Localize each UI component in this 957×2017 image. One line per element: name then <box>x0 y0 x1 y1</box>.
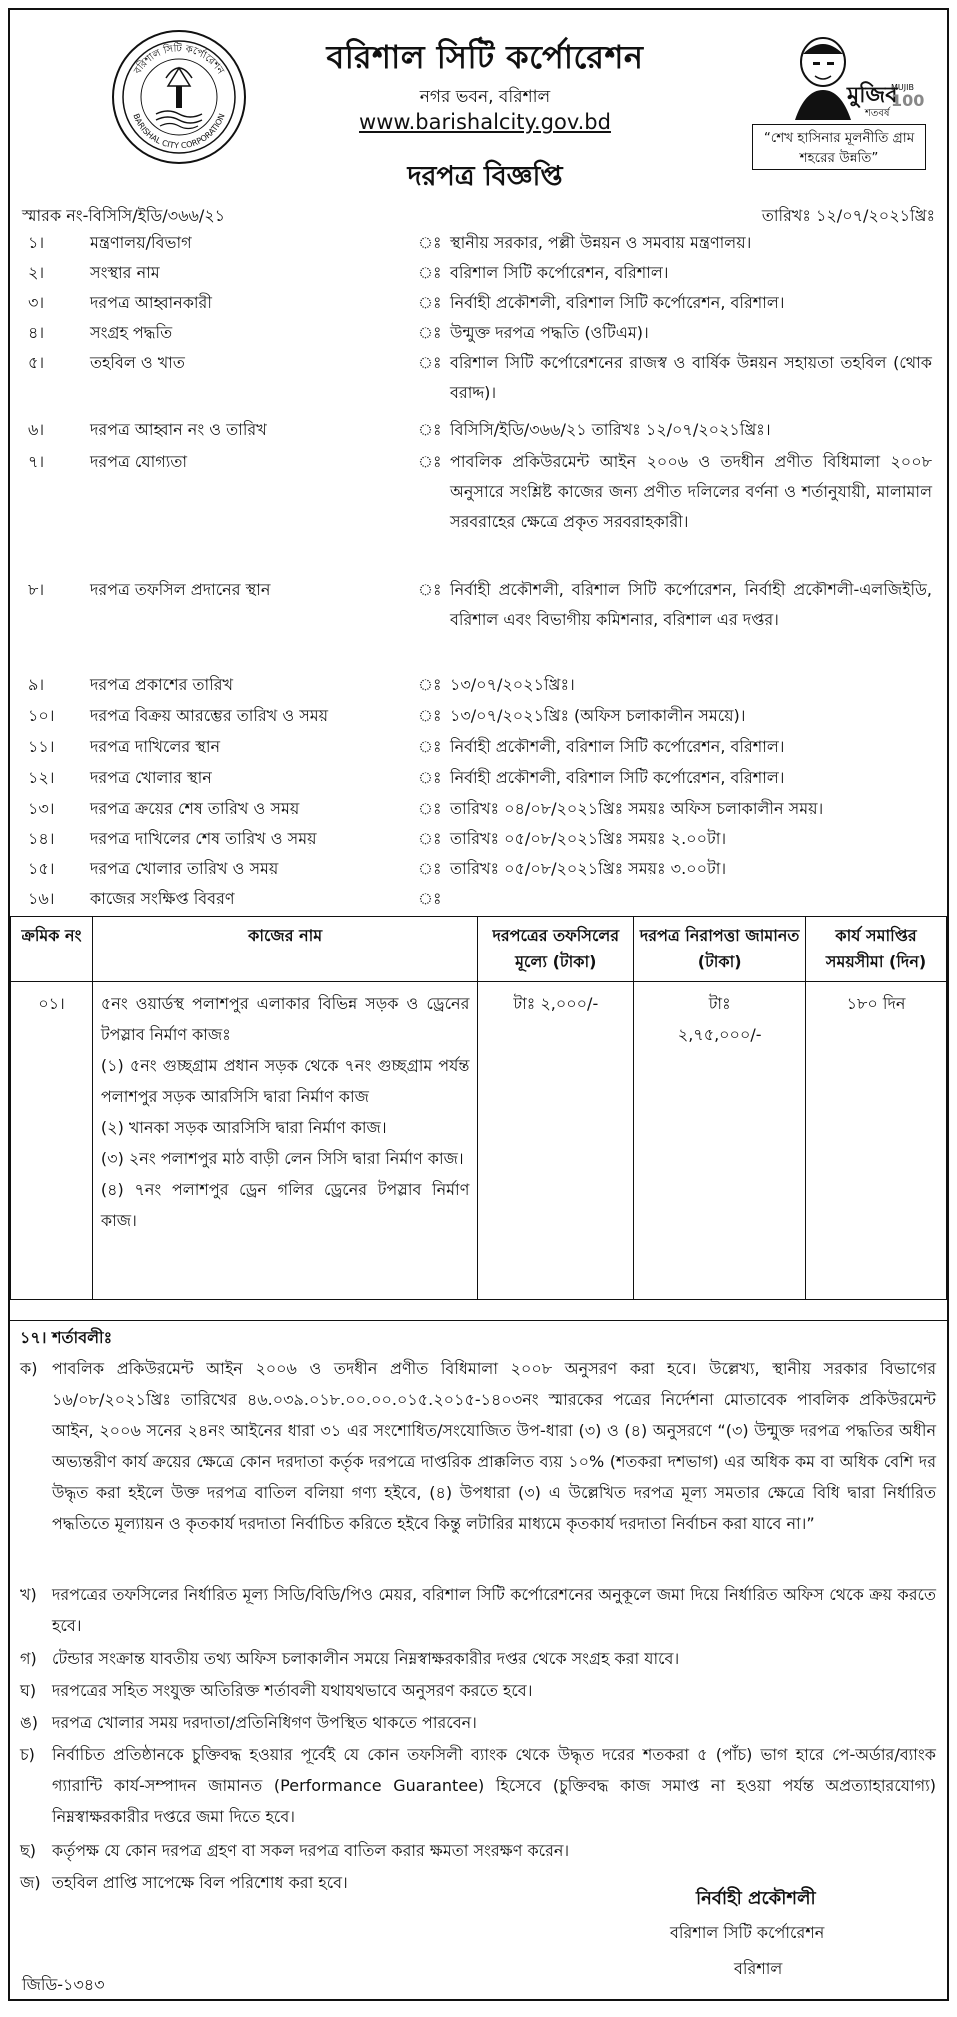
work-item: (১) ৫নং গুচ্ছগ্রাম প্রধান সড়ক থেকে ৭নং গুচ্ছগ্রাম পর্যন্ত পলাশপুর সড়ক আরসিসি দ্বারা নির্মাণ কাজ <box>100 1056 470 1106</box>
term-item: ছ) কর্তৃপক্ষ যে কোন দরপত্র গ্রহণ বা সকল দরপত্র বাতিল করার ক্ষমতা সংরক্ষণ করেন। <box>20 1841 570 1860</box>
memo-number: স্মারক নং-বিসিসি/ইডি/৩৬৬/২১ <box>22 206 226 225</box>
term-item: ঘ) দরপত্রের সহিত সংযুক্ত অতিরিক্ত শর্তাবলী যথাযথভাবে অনুসরণ করতে হবে। <box>20 1681 533 1700</box>
column-header: দরপত্র নিরাপত্তা জামানত (টাকা) <box>634 917 806 982</box>
organization-name: বরিশাল সিটি কর্পোরেশন <box>326 38 644 76</box>
terms-section <box>10 1320 947 1892</box>
work-item: (৩) ২নং পলাশপুর মাঠ বাড়ী লেন সিসি দ্বারা নির্মাণ কাজ। <box>100 1149 464 1168</box>
work-table <box>10 916 947 1300</box>
security-cell <box>634 982 806 1300</box>
duration-cell: ১৮০ দিন <box>806 982 947 1300</box>
mujib-en: MUJIB <box>891 83 914 92</box>
term-item: চ) নির্বাচিত প্রতিষ্ঠানকে চুক্তিবদ্ধ হওয়ার পূর্বেই যে কোন তফসিলী ব্যাংক থেকে উদ্ধৃত দরের শতকরা ৫ (পাঁচ) ভাগ হারে পে-অর্ডার/ব্যাংক গ্যারান্টি কার্য-সম্পাদন জামানত (Performance Guarantee) হিসেবে (চুক্তিবদ্ধ কাজ সমাপ্ত না হওয়া পর্যন্ত অপ্রত্যাহারযোগ্য) নিম্নস্বাক্ষরকারীর দপ্তরে জমা দিতে হবে। <box>20 1745 936 1826</box>
slogan-box: “শেখ হাসিনার মূলনীতি গ্রাম শহরের উন্নতি” <box>752 124 926 170</box>
organization-address: নগর ভবন, বরিশাল <box>419 87 551 107</box>
tender-notice-page: BARISHAL CITY CORPORATION বরিশাল সিটি কর্পোরেশন বরিশাল সিটি কর্পোরেশন নগর ভবন, বরিশাল www.barishalcity.gov.bd দরপত্র বিজ্ঞপ্তি মুজিব শতবর্ষ MUJIB 100 “শেখ হাসিনার মূলনীতি গ্রাম শহরের উন্নতি” স্মারক নং-বিসিসি/ইডি/৩৬৬/২১ তারিখঃ ১২/০৭/২০২১খ্রিঃ ১। মন্ত্রণালয়/বিভাগ ঃ স্থানীয় সরকার, পল্লী উন্নয়ন ও সমবায় মন্ত্রণালয়। ২। সংস্থার নাম ঃ বরিশাল সিটি কর্পোরেশন, বরিশাল। ৩। দরপত্র আহ্বানকারী ঃ নির্বাহী প্রকৌশলী, বরিশাল সিটি কর্পোরেশন, বরিশাল। ৪। সংগ্রহ পদ্ধতি ঃ উন্মুক্ত দরপত্র পদ্ধতি (ওটিএম)। ৫। তহবিল ও খাত ঃ বরিশাল সিটি কর্পোরেশনের রাজস্ব ও বার্ষিক উন্নয়ন সহায়তা তহবিল (থোক বরাদ্দ)। ৬। দরপত্র আহ্বান নং ও তারিখ ঃ বিসিসি/ইডি/৩৬৬/২১ তারিখঃ ১২/০৭/২০২১খ্রিঃ। ৭। দরপত্র যোগ্যতা ঃ পাবলিক প্রকিউরমেন্ট আইন ২০০৬ ও তদধীন প্রণীত বিধিমালা ২০০৮ অনুসারে সংশ্লিষ্ট কাজের জন্য প্রণীত দলিলের বর্ণনা ও শর্তানুযায়ী, মালামাল সরবরাহের ক্ষেত্রে প্রকৃত সরবরাহকারী। ৮। দরপত্র তফসিল প্রদানের স্থান ঃ নির্বাহী প্রকৌশলী, বরিশাল সিটি কর্পোরেশন, নির্বাহী প্রকৌশলী-এলজিইডি, বরিশাল এবং বিভাগীয় কমিশনার, বরিশাল এর দপ্তর। ৯। দরপত্র প্রকাশের তারিখ ঃ ১৩/০৭/২০২১খ্রিঃ। ১০। দরপত্র বিক্রয় আরম্ভের তারিখ ও সময় ঃ ১৩/০৭/২০২১খ্রিঃ (অফিস চলাকালীন সময়ে)। ১১। দরপত্র দাখিলের স্থান ঃ নির্বাহী প্রকৌশলী, বরিশাল সিটি কর্পোরেশন, বরিশাল। ১২। দরপত্র খোলার স্থান ঃ নির্বাহী প্রকৌশলী, বরিশাল সিটি কর্পোরেশন, বরিশাল। ১৩। দরপত্র ক্রয়ের শেষ তারিখ ও সময় ঃ তারিখঃ ০৪/০৮/২০২১খ্রিঃ সময়ঃ অফিস চলাকালীন সময়। ১৪। দরপত্র দাখিলের শেষ তারিখ ও সময় ঃ তারিখঃ ০৫/০৮/২০২১খ্রিঃ সময়ঃ ২.০০টা। ১৫। দরপত্র খোলার তারিখ ও সময় ঃ তারিখঃ ০৫/০৮/২০২১খ্রিঃ সময়ঃ ৩.০০টা। ১৬। কাজের সংক্ষিপ্ত বিবরণ ঃ ক্রমিক নং কাজের নাম দরপত্রের তফসিলের মূল্যে (টাকা) দরপত্র নিরাপত্তা জামানত (টাকা) কার্য সমাপ্তির সময়সীমা (দিন) ০১। ৫নং ওয়ার্ডস্থ পলাশপুর এলাকার বিভিন্ন সড়ক ও ড্রেনের টপস্লাব নির্মাণ কাজঃ (১) ৫নং গুচ্ছগ্রাম প্রধান সড়ক থেকে ৭নং গুচ্ছগ্রাম পর্যন্ত পলাশপুর সড়ক আরসিসি দ্বারা নির্মাণ কাজ (২) খানকা সড়ক আরসিসি দ্বারা নির্মাণ কাজ। (৩) ২নং পলাশপুর মাঠ বাড়ী লেন সিসি দ্বারা নির্মাণ কাজ। (৪) ৭নং পলাশপুর ড্রেন গলির ড্রেনের টপস্লাব নির্মাণ কাজ। টাঃ ২,০০০/- টাঃ ২,৭৫,০০০/- ১৮০ দিন ১৭। শর্তাবলীঃ ক) পাবলিক প্রকিউরমেন্ট আইন ২০০৬ ও তদধীন প্রণীত বিধিমালা ২০০৮ অনুসরণ করা হবে। উল্লেখ্য, স্থানীয় সরকার বিভাগের ১৬/০৮/২০২১খ্রিঃ তারিখের ৪৬.০৩৯.০১৮.০০.০০.০১৫.২০১৫-১৪০৩নং স্মারকের পত্রের নির্দেশনা মোতাবেক পাবলিক প্রকিউরমেন্ট আইন, ২০০৬ সনের ২৪নং আইনের ধারা ৩১ এর সংশোধিত/সংযোজিত উপ-ধারা (৩) ও (৪) অনুসরণে “(৩) উন্মুক্ত দরপত্র পদ্ধতির অধীন অভ্যন্তরীণ কার্য ক্রয়ের ক্ষেত্রে কোন দরদাতা কর্তৃক দরপত্রে দাপ্তরিক প্রাক্কলিত ব্যয় ১০% (শতকরা দশভাগ) এর অধিক কম বা অধিক বেশি দর উদ্ধৃত করা হইলে উক্ত দরপত্র বাতিল বলিয়া গণ্য হইবে, (৪) উপধারা (৩) এ উল্লেখিত দরপত্র মূল্য সমতার ক্ষেত্রে বিধি দ্বারা নির্ধারিত পদ্ধতিতে মূল্যায়ন ও কৃতকার্য দরদাতা নির্বাচিত করিতে হইবে কিন্তু লটারির মাধ্যমে কৃতকার্য দরদাতা নির্বাচন করা যাবে না।” খ) দরপত্রের তফসিলের নির্ধারিত মূল্য সিডি/বিডি/পিও মেয়র, বরিশাল সিটি কর্পোরেশনের অনুকূলে জমা দিয়ে নির্ধারিত অফিস থেকে ক্রয় করতে হবে। গ) টেন্ডার সংক্রান্ত যাবতীয় তথ্য অফিস চলাকালীন সময়ে নিম্নস্বাক্ষরকারীর দপ্তর থেকে সংগ্রহ করা যাবে। ঘ) দরপত্রের সহিত সংযুক্ত অতিরিক্ত শর্তাবলী যথাযথভাবে অনুসরণ করতে হবে। ঙ) দরপত্র খোলার সময় দরদাতা/প্রতিনিধিগণ উপস্থিত থাকতে পারবেন। চ) নির্বাচিত প্রতিষ্ঠানকে চুক্তিবদ্ধ হওয়ার পূর্বেই যে কোন তফসিলী ব্যাংক থেকে উদ্ধৃত দরের শতকরা ৫ (পাঁচ) ভাগ হারে পে-অর্ডার/ব্যাংক গ্যারান্টি কার্য-সম্পাদন জামানত (Performance Guarantee) হিসেবে (চুক্তিবদ্ধ কাজ সমাপ্ত না হওয়া পর্যন্ত অপ্রত্যাহারযোগ্য) নিম্নস্বাক্ষরকারীর দপ্তরে জমা দিতে হবে। ছ) কর্তৃপক্ষ যে কোন দরপত্র গ্রহণ বা সকল দরপত্র বাতিল করার ক্ষমতা সংরক্ষণ করেন। জ) তহবিল প্রাপ্তি সাপেক্ষে বিল পরিশোধ করা হবে। নির্বাহী প্রকৌশলী বরিশাল সিটি কর্পোরেশন বরিশাল জিডি-১৩৪৩ <box>8 8 949 2001</box>
column-header: দরপত্রের তফসিলের মূল্যে (টাকা) <box>478 917 634 982</box>
column-header: ক্রমিক নং <box>11 917 93 982</box>
work-item: (২) খানকা সড়ক আরসিসি দ্বারা নির্মাণ কাজ। <box>100 1118 387 1137</box>
term-item: খ) দরপত্রের তফসিলের নির্ধারিত মূল্য সিডি/বিডি/পিও মেয়র, বরিশাল সিটি কর্পোরেশনের অনুকূলে জমা দিয়ে নির্ধারিত অফিস থেকে ক্রয় করতে হবে। <box>20 1585 936 1635</box>
terms-heading: ১৭। শর্তাবলীঃ <box>20 1328 113 1347</box>
svg-text:BARISHAL CITY CORPORATION <box>131 112 226 150</box>
notice-date: তারিখঃ ১২/০৭/২০২১খ্রিঃ <box>761 206 935 225</box>
security-prefix: টাঃ <box>708 994 731 1013</box>
mujib-text: মুজিব <box>847 83 898 108</box>
column-header: কার্য সমাপ্তির সময়সীমা (দিন) <box>806 917 947 982</box>
logo-caption: BARISHAL CITY CORPORATION <box>131 112 227 151</box>
term-item: ঙ) দরপত্র খোলার সময় দরদাতা/প্রতিনিধিগণ উপস্থিত থাকতে পারবেন। <box>20 1713 477 1732</box>
logo-text-bn: বরিশাল সিটি কর্পোরেশন <box>132 43 226 77</box>
work-item: (৪) ৭নং পলাশপুর ড্রেন গলির ড্রেনের টপস্লাব নির্মাণ কাজ। <box>100 1180 470 1230</box>
city-corporation-logo <box>110 28 248 166</box>
column-header: কাজের নাম <box>92 917 477 982</box>
table-row <box>11 982 947 1300</box>
signatory-title: নির্বাহী প্রকৌশলী <box>696 1888 816 1909</box>
term-item: জ) তহবিল প্রাপ্তি সাপেক্ষে বিল পরিশোধ করা হবে। <box>20 1873 348 1892</box>
serial-cell: ০১। <box>11 982 93 1300</box>
signatory-city: বরিশাল <box>734 1959 783 1978</box>
term-item: গ) টেন্ডার সংক্রান্ত যাবতীয় তথ্য অফিস চলাকালীন সময়ে নিম্নস্বাক্ষরকারীর দপ্তর থেকে সংগ্রহ করা যাবে। <box>20 1649 680 1668</box>
table-header-row <box>11 917 947 982</box>
notice-title: দরপত্র বিজ্ঞপ্তি <box>407 161 563 192</box>
mujib-centenary-logo <box>775 32 925 120</box>
organization-website: www.barishalcity.gov.bd <box>359 110 611 134</box>
work-name-cell <box>92 982 477 1300</box>
mujib-100: 100 <box>891 91 925 110</box>
mujib-sub: শতবর্ষ <box>865 108 890 119</box>
term-item: ক) পাবলিক প্রকিউরমেন্ট আইন ২০০৬ ও তদধীন প্রণীত বিধিমালা ২০০৮ অনুসরণ করা হবে। উল্লেখ্য, স্থানীয় সরকার বিভাগের ১৬/০৮/২০২১খ্রিঃ তারিখের ৪৬.০৩৯.০১৮.০০.০০.০১৫.২০১৫-১৪০৩নং স্মারকের পত্রের নির্দেশনা মোতাবেক পাবলিক প্রকিউরমেন্ট আইন, ২০০৬ সনের ২৪নং আইনের ধারা ৩১ এর সংশোধিত/সংযোজিত উপ-ধারা (৩) ও (৪) অনুসরণে “(৩) উন্মুক্ত দরপত্র পদ্ধতির অধীন অভ্যন্তরীণ কার্য ক্রয়ের ক্ষেত্রে কোন দরদাতা কর্তৃক দরপত্রে দাপ্তরিক প্রাক্কলিত ব্যয় ১০% (শতকরা দশভাগ) এর অধিক কম বা অধিক বেশি দর উদ্ধৃত করা হইলে উক্ত দরপত্র বাতিল বলিয়া গণ্য হইবে, (৪) উপধারা (৩) এ উল্লেখিত দরপত্র মূল্য সমতার ক্ষেত্রে বিধি দ্বারা নির্ধারিত পদ্ধতিতে মূল্যায়ন ও কৃতকার্য দরদাতা নির্বাচিত করিতে হইবে কিন্তু লটারির মাধ্যমে কৃতকার্য দরদাতা নির্বাচন করা যাবে না।” <box>20 1359 936 1533</box>
security-amount: ২,৭৫,০০০/- <box>677 1025 762 1044</box>
signatory-organization: বরিশাল সিটি কর্পোরেশন <box>670 1923 825 1942</box>
schedule-price-cell: টাঃ ২,০০০/- <box>478 982 634 1300</box>
work-intro: ৫নং ওয়ার্ডস্থ পলাশপুর এলাকার বিভিন্ন সড়ক ও ড্রেনের টপস্লাব নির্মাণ কাজঃ <box>100 994 470 1044</box>
gd-number: জিডি-১৩৪৩ <box>22 1975 105 1994</box>
